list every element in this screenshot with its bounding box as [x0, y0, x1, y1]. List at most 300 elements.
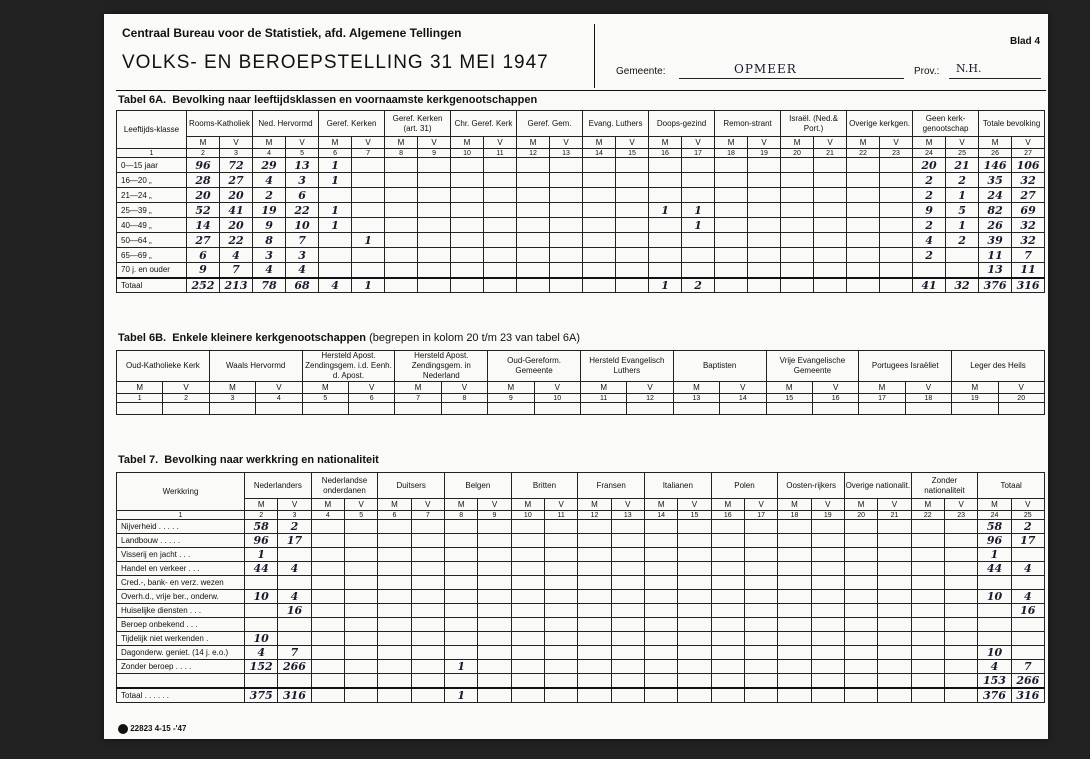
group-header: Totale bevolking	[979, 111, 1045, 137]
column-number: 13	[550, 149, 583, 158]
data-cell	[778, 674, 811, 689]
column-number: 12	[578, 511, 611, 520]
data-cell: 72	[220, 158, 253, 173]
row-label: Zonder beroep . . . .	[117, 660, 245, 674]
column-number: 10	[534, 394, 580, 403]
table-row	[117, 590, 1045, 604]
data-cell	[578, 604, 611, 618]
column-number: 13	[611, 511, 644, 520]
m-header: M	[444, 499, 477, 511]
data-cell	[678, 660, 711, 674]
column-number: 2	[163, 394, 209, 403]
v-header: V	[344, 499, 377, 511]
column-number: 14	[720, 394, 766, 403]
data-cell	[778, 660, 811, 674]
header-rule	[116, 90, 1046, 91]
column-number: 15	[678, 511, 711, 520]
data-cell	[550, 263, 583, 278]
data-cell	[278, 618, 311, 632]
data-cell	[847, 173, 880, 188]
data-cell	[778, 632, 811, 646]
column-number: 1	[117, 149, 187, 158]
data-cell	[744, 604, 777, 618]
data-cell	[944, 660, 977, 674]
column-number: 16	[649, 149, 682, 158]
column-number: 4	[253, 149, 286, 158]
column-number: 21	[814, 149, 847, 158]
prov-line	[949, 78, 1041, 79]
table-row	[117, 646, 1045, 660]
group-header: Nederlandse onderdanen	[311, 473, 378, 499]
data-cell	[444, 520, 477, 534]
v-header: V	[1012, 137, 1045, 149]
data-cell	[814, 158, 847, 173]
column-number-row	[117, 394, 1045, 403]
data-cell: 11	[1012, 263, 1045, 278]
data-cell	[715, 203, 748, 218]
table-row	[117, 403, 1045, 415]
row-label: 70 j. en ouder	[117, 263, 187, 278]
data-cell	[550, 218, 583, 233]
data-cell	[385, 203, 418, 218]
data-cell	[748, 263, 781, 278]
column-number: 5	[286, 149, 319, 158]
data-cell	[344, 548, 377, 562]
table-row	[117, 218, 1045, 233]
data-cell	[418, 278, 451, 293]
data-cell: 376	[978, 688, 1011, 703]
gemeente-value: OPMEER	[734, 62, 797, 76]
table-row	[117, 534, 1045, 548]
m-header: M	[253, 137, 286, 149]
data-cell	[511, 534, 544, 548]
data-cell	[550, 233, 583, 248]
data-cell	[352, 158, 385, 173]
data-cell	[484, 278, 517, 293]
data-cell	[811, 604, 844, 618]
v-header: V	[744, 499, 777, 511]
data-cell	[311, 604, 344, 618]
data-cell	[781, 218, 814, 233]
m-header: M	[209, 382, 255, 394]
header-divider	[594, 24, 595, 88]
total-row	[117, 688, 1045, 703]
data-cell	[814, 263, 847, 278]
data-cell	[378, 688, 411, 703]
data-cell	[385, 218, 418, 233]
data-cell	[378, 674, 411, 689]
m-header: M	[781, 137, 814, 149]
m-header: M	[511, 499, 544, 511]
data-cell	[451, 218, 484, 233]
data-cell: 96	[187, 158, 220, 173]
data-cell: 35	[979, 173, 1012, 188]
data-cell	[811, 688, 844, 703]
data-cell	[344, 562, 377, 576]
data-cell	[511, 632, 544, 646]
data-cell	[748, 188, 781, 203]
data-cell	[715, 173, 748, 188]
data-cell: 5	[946, 203, 979, 218]
data-cell	[478, 604, 511, 618]
data-cell	[444, 618, 477, 632]
data-cell	[944, 674, 977, 689]
data-cell	[715, 158, 748, 173]
form-title: VOLKS- EN BEROEPSTELLING 31 MEI 1947	[122, 52, 549, 73]
print-code: 22823 4-15 -'47	[118, 724, 186, 734]
data-cell: 16	[278, 604, 311, 618]
column-number: 12	[627, 394, 673, 403]
data-cell: 4	[1011, 562, 1044, 576]
data-cell	[583, 263, 616, 278]
data-cell	[744, 590, 777, 604]
data-cell	[344, 590, 377, 604]
data-cell	[878, 604, 911, 618]
v-header: V	[880, 137, 913, 149]
data-cell: 10	[978, 646, 1011, 660]
data-cell	[812, 403, 858, 415]
data-cell	[644, 534, 677, 548]
mv-header-row	[117, 137, 1045, 149]
data-cell	[778, 520, 811, 534]
data-cell: 52	[187, 203, 220, 218]
data-cell	[744, 534, 777, 548]
data-cell	[744, 576, 777, 590]
data-cell	[878, 548, 911, 562]
data-cell	[814, 218, 847, 233]
column-number: 25	[1011, 511, 1044, 520]
sheet-number: Blad 4	[1010, 36, 1041, 47]
m-header: M	[451, 137, 484, 149]
data-cell: 4	[913, 233, 946, 248]
data-cell	[511, 688, 544, 703]
column-number: 17	[859, 394, 905, 403]
data-cell: 13	[286, 158, 319, 173]
column-number: 20	[844, 511, 877, 520]
data-cell	[811, 534, 844, 548]
data-cell	[748, 158, 781, 173]
column-number: 18	[905, 394, 951, 403]
column-number: 20	[781, 149, 814, 158]
column-number: 22	[911, 511, 944, 520]
data-cell: 27	[187, 233, 220, 248]
mv-header-row	[117, 499, 1045, 511]
data-cell	[678, 618, 711, 632]
data-cell: 6	[187, 248, 220, 263]
data-cell	[781, 233, 814, 248]
data-cell	[385, 248, 418, 263]
v-header: V	[348, 382, 394, 394]
data-cell	[859, 403, 905, 415]
data-cell	[616, 248, 649, 263]
data-cell	[344, 520, 377, 534]
data-cell	[911, 604, 944, 618]
data-cell	[616, 278, 649, 293]
group-header: Portugees Israëliet	[859, 351, 952, 382]
data-cell	[163, 403, 209, 415]
data-cell	[544, 674, 577, 689]
column-number: 22	[847, 149, 880, 158]
data-cell: 2	[913, 218, 946, 233]
data-cell	[711, 548, 744, 562]
data-cell	[944, 548, 977, 562]
data-cell: 2	[946, 233, 979, 248]
data-cell: 96	[245, 534, 278, 548]
data-cell	[1011, 618, 1044, 632]
data-cell	[711, 534, 744, 548]
v-header: V	[878, 499, 911, 511]
data-cell	[616, 158, 649, 173]
data-cell	[578, 632, 611, 646]
data-cell	[673, 403, 719, 415]
group-header: Overige kerkgen.	[847, 111, 913, 137]
column-number: 20	[998, 394, 1044, 403]
data-cell	[484, 263, 517, 278]
data-cell	[847, 233, 880, 248]
column-number-row	[117, 149, 1045, 158]
data-cell: 7	[286, 233, 319, 248]
table6a-title: Tabel 6A. Bevolking naar leeftijdsklassen en voornaamste kerkgenootschappen	[118, 94, 538, 106]
column-number: 16	[711, 511, 744, 520]
m-header: M	[302, 382, 348, 394]
data-cell	[550, 173, 583, 188]
data-cell	[878, 660, 911, 674]
data-cell	[451, 278, 484, 293]
data-cell	[781, 278, 814, 293]
data-cell	[451, 233, 484, 248]
data-cell	[913, 263, 946, 278]
data-cell	[847, 203, 880, 218]
data-cell	[378, 618, 411, 632]
data-cell	[385, 188, 418, 203]
column-number: 23	[944, 511, 977, 520]
m-header: M	[395, 382, 441, 394]
data-cell: 10	[978, 590, 1011, 604]
data-cell	[319, 248, 352, 263]
column-number: 25	[946, 149, 979, 158]
v-header: V	[814, 137, 847, 149]
data-cell	[511, 576, 544, 590]
data-cell	[844, 548, 877, 562]
data-cell	[678, 590, 711, 604]
data-cell	[352, 263, 385, 278]
data-cell: 106	[1012, 158, 1045, 173]
data-cell	[478, 618, 511, 632]
data-cell: 21	[946, 158, 979, 173]
row-label: 50—64 „	[117, 233, 187, 248]
data-cell	[682, 263, 715, 278]
row-label: Nijverheid . . . . .	[117, 520, 245, 534]
m-header: M	[673, 382, 719, 394]
data-cell	[880, 188, 913, 203]
column-number: 23	[880, 149, 913, 158]
data-cell	[411, 590, 444, 604]
column-number: 1	[117, 394, 163, 403]
group-header: Geref. Gem.	[517, 111, 583, 137]
first-column-header: Leeftijds-klasse	[117, 111, 187, 149]
column-number: 19	[952, 394, 998, 403]
data-cell	[544, 632, 577, 646]
data-cell	[411, 674, 444, 689]
data-cell	[944, 632, 977, 646]
data-cell	[811, 576, 844, 590]
row-label	[117, 674, 245, 689]
data-cell	[715, 248, 748, 263]
data-cell: 1	[978, 548, 1011, 562]
m-header: M	[517, 137, 550, 149]
data-cell	[811, 632, 844, 646]
data-cell	[711, 632, 744, 646]
group-header-row	[117, 351, 1045, 382]
data-cell	[678, 674, 711, 689]
data-cell	[715, 188, 748, 203]
data-cell: 32	[1012, 173, 1045, 188]
data-cell	[311, 590, 344, 604]
v-header: V	[418, 137, 451, 149]
data-cell	[352, 203, 385, 218]
data-cell	[678, 520, 711, 534]
data-cell	[517, 263, 550, 278]
data-cell	[678, 562, 711, 576]
data-cell	[544, 576, 577, 590]
prov-label: Prov.:	[914, 66, 940, 77]
data-cell	[715, 233, 748, 248]
data-cell: 1	[319, 158, 352, 173]
group-header: Italianen	[644, 473, 711, 499]
m-header: M	[911, 499, 944, 511]
data-cell	[778, 590, 811, 604]
column-number: 3	[209, 394, 255, 403]
data-cell	[311, 674, 344, 689]
data-cell	[478, 646, 511, 660]
m-header: M	[319, 137, 352, 149]
data-cell	[911, 576, 944, 590]
data-cell	[511, 548, 544, 562]
data-cell: 24	[979, 188, 1012, 203]
data-cell	[678, 604, 711, 618]
data-cell	[385, 173, 418, 188]
data-cell: 3	[253, 248, 286, 263]
data-cell	[911, 674, 944, 689]
data-cell	[814, 233, 847, 248]
data-cell	[811, 562, 844, 576]
data-cell	[352, 248, 385, 263]
column-number: 6	[348, 394, 394, 403]
data-cell	[744, 632, 777, 646]
row-label: 21—24 „	[117, 188, 187, 203]
data-cell	[744, 548, 777, 562]
m-header: M	[580, 382, 626, 394]
data-cell: 1	[649, 278, 682, 293]
data-cell	[781, 248, 814, 263]
data-cell: 10	[286, 218, 319, 233]
data-cell	[311, 688, 344, 703]
v-header: V	[441, 382, 487, 394]
data-cell	[711, 520, 744, 534]
data-cell	[578, 576, 611, 590]
group-header: Geref. Kerken (art. 31)	[385, 111, 451, 137]
v-header: V	[550, 137, 583, 149]
column-number: 17	[744, 511, 777, 520]
data-cell	[748, 218, 781, 233]
data-cell	[444, 590, 477, 604]
data-cell: 39	[979, 233, 1012, 248]
data-cell	[278, 632, 311, 646]
data-cell	[944, 590, 977, 604]
data-cell	[978, 604, 1011, 618]
data-cell	[544, 660, 577, 674]
data-cell	[814, 278, 847, 293]
data-cell	[944, 520, 977, 534]
data-cell	[583, 233, 616, 248]
m-header: M	[847, 137, 880, 149]
data-cell	[311, 548, 344, 562]
m-header: M	[978, 499, 1011, 511]
data-cell: 4	[220, 248, 253, 263]
data-cell	[578, 618, 611, 632]
data-cell	[649, 233, 682, 248]
table-row	[117, 674, 1045, 689]
data-cell	[411, 604, 444, 618]
data-cell	[378, 660, 411, 674]
data-cell	[844, 562, 877, 576]
data-cell	[611, 534, 644, 548]
data-cell	[811, 590, 844, 604]
group-header-row	[117, 111, 1045, 137]
data-cell	[678, 646, 711, 660]
data-cell	[944, 604, 977, 618]
column-number: 19	[811, 511, 844, 520]
data-cell	[781, 188, 814, 203]
data-cell	[352, 218, 385, 233]
data-cell	[418, 173, 451, 188]
m-header: M	[913, 137, 946, 149]
data-cell	[1011, 548, 1044, 562]
data-cell	[511, 604, 544, 618]
data-cell	[611, 520, 644, 534]
data-cell	[411, 646, 444, 660]
data-cell: 1	[946, 218, 979, 233]
data-cell: 2	[1011, 520, 1044, 534]
data-cell	[978, 618, 1011, 632]
data-cell	[844, 632, 877, 646]
data-cell	[583, 188, 616, 203]
data-cell	[511, 646, 544, 660]
data-cell: 266	[278, 660, 311, 674]
data-cell	[418, 248, 451, 263]
data-cell	[245, 604, 278, 618]
printer-logo-icon	[118, 724, 128, 734]
v-header: V	[616, 137, 649, 149]
data-cell: 2	[278, 520, 311, 534]
data-cell	[517, 203, 550, 218]
data-cell	[517, 188, 550, 203]
data-cell: 20	[913, 158, 946, 173]
data-cell	[682, 188, 715, 203]
data-cell	[478, 674, 511, 689]
data-cell	[678, 534, 711, 548]
data-cell: 213	[220, 278, 253, 293]
data-cell	[344, 674, 377, 689]
data-cell	[781, 173, 814, 188]
column-number: 2	[187, 149, 220, 158]
group-header: Evang. Luthers	[583, 111, 649, 137]
data-cell	[644, 604, 677, 618]
data-cell	[811, 548, 844, 562]
column-number: 4	[256, 394, 302, 403]
column-number: 21	[878, 511, 911, 520]
data-cell	[411, 520, 444, 534]
